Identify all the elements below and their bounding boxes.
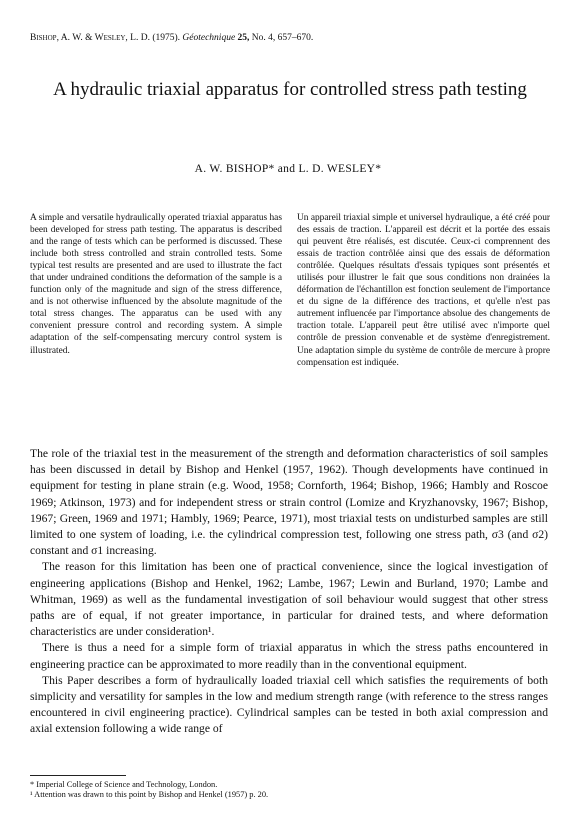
citation-issue: No. 4, 657–670. [251, 33, 314, 43]
abstract-english: A simple and versatile hydraulically operated triaxial apparatus has been developed for stress path testing. The apparatus is described and the range of tests which can be performed is discussed. These include both stress controlled and strain controlled tests. Some typical test results are presented and are used to illustrate the fact that under undrained conditions the deformation of the sample is a function only of the magnitude and sign of the stress difference, and is not otherwise influenced by the absolute magnitude of the total stress changes. The apparatus can be used with any convenient pressure control and recording system. A simple adaptation of the self-compensating mercury control system is illustrated. [30, 213, 282, 356]
body-text [30, 446, 548, 738]
citation-authors: Bishop, A. W. & Wesley, L. D. [30, 33, 150, 43]
footnote-divider [30, 775, 126, 776]
paper-title: A hydraulic triaxial apparatus for controlled stress path testing [53, 79, 527, 100]
footnotes [30, 780, 550, 800]
citation-volume: 25, [237, 33, 250, 43]
abstract-french: Un appareil triaxial simple et universel hydraulique, a été créé pour des essais de traction. L'appareil est décrit et la portée des essais qui peuvent être réalisés, est discutée. Ceux-ci comprennent des essais de traction contrôlée ainsi que des essais de déformation contrôlée. Quelques résultats d'essais typiques sont présentés et utilisés pour illustrer le fait que sous conditions non drainées la déformation de l'échantillon est fonction seulement de l'importance et du signe de la différence des tractions, et qu'elle n'est pas autrement influencée par l'importance absolue des changements de traction totale. L'appareil peut être utilisé avec n'importe quel contrôle de pression convenable et de système d'enregistrement. Une adaptation simple du système de contrôle de mercure à propre compensation est indiquée. [297, 213, 550, 368]
footnote-affiliation: * Imperial College of Science and Technology, London. [30, 780, 218, 789]
citation-year: (1975). [152, 33, 181, 43]
paragraph-3: There is thus a need for a simple form of triaxial apparatus in which the stress paths encountered in engineering practice can be approximated to more readily than in the conventional equipment. [30, 641, 548, 671]
citation-line [30, 32, 550, 44]
footnote-1: ¹ Attention was drawn to this point by Bishop and Henkel (1957) p. 20. [30, 790, 269, 799]
paragraph-4: This Paper describes a form of hydraulically loaded triaxial cell which satisfies the requirements of both simplicity and versatility for samples in the low and medium strength range (with reference to the stress ranges encountered in civil engineering practice). Cylindrical samples can be tested in both axial compression and axial extension following a wide range of [30, 673, 548, 736]
paragraph-2: The reason for this limitation has been one of practical convenience, since the logical investigation of engineering applications (Bishop and Henkel, 1962; Lambe, 1967; Lewin and Burland, 1970; Lambe and Whitman, 1969) as well as the fundamental investigation of soil behaviour would suggest that other stress paths are of equal, if not greater importance, in particular for drained tests, and where deformation characteristics are under consideration¹. [30, 560, 548, 639]
citation-journal: Géotechnique [182, 33, 236, 43]
author-line: A. W. BISHOP* and L. D. WESLEY* [194, 163, 382, 175]
paragraph-1: The role of the triaxial test in the measurement of the strength and deformation characteristics of soil samples has been discussed in detail by Bishop and Henkel (1957, 1962). Though developments have continued in equipment for testing in plane strain (e.g. Wood, 1958; Cornforth, 1964; Bishop, 1966; Hambly and Roscoe 1969; Atkinson, 1973) and for independent stress or strain control (Lomize and Kryzhanovsky, 1967; Bishop, 1967; Green, 1969 and 1971; Hambly, 1969; Pearce, 1971), most triaxial tests on undisturbed samples are still limited to one system of loading, i.e. the cylindrical compression test, following one stress path, σ3 (and σ2) constant and σ1 increasing. [30, 447, 548, 558]
